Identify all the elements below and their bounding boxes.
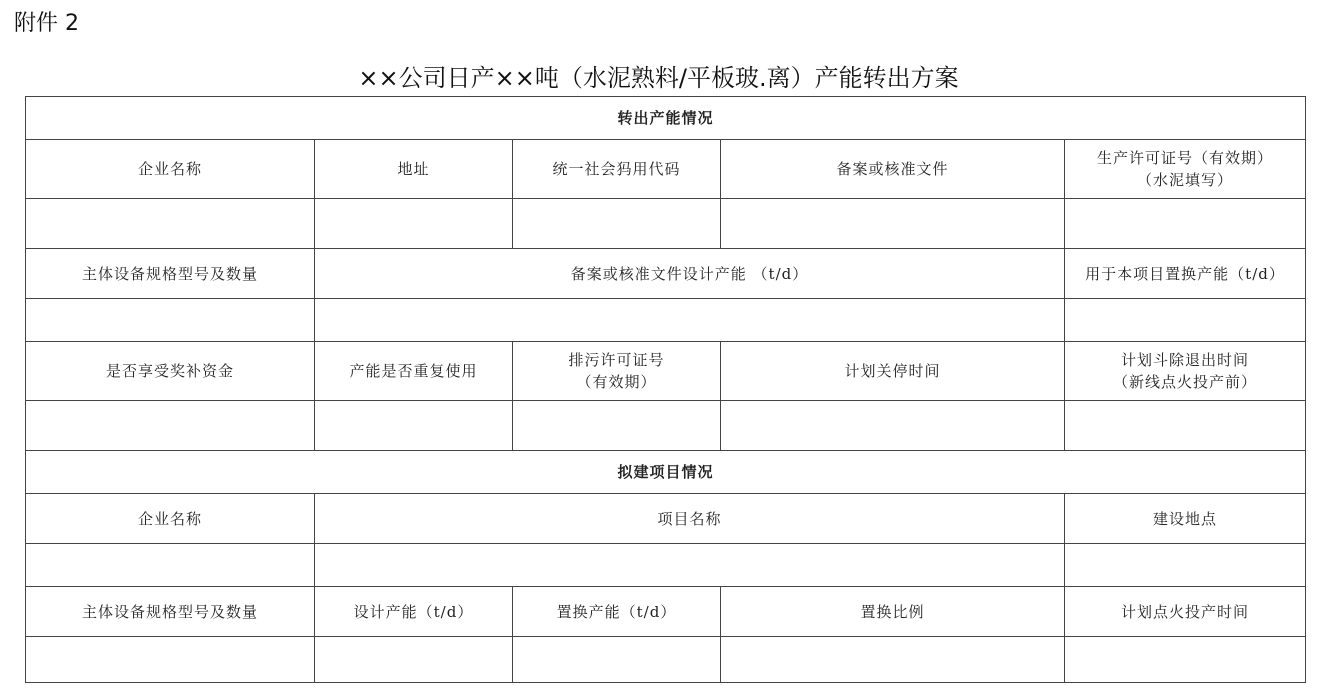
input-exit-time[interactable]: [1065, 401, 1306, 451]
input-capacity-reuse[interactable]: [315, 401, 513, 451]
input-company-name[interactable]: [26, 199, 315, 249]
input-replace-ratio[interactable]: [721, 637, 1065, 683]
transfer-header-row-3: [26, 342, 1306, 401]
header-capacity-reuse: 产能是否重复使用: [315, 342, 513, 401]
input-replace-capacity[interactable]: [1065, 299, 1306, 342]
permit-label-line2: （有效期）: [576, 373, 657, 391]
input-design-capacity[interactable]: [315, 299, 1065, 342]
exit-label-line2: （新线点火投产前）: [1113, 373, 1258, 391]
input-production-license[interactable]: [1065, 199, 1306, 249]
header-proposed-company-name: 企业名称: [26, 494, 315, 544]
header-credit-code: 统一社会犸用代码: [513, 140, 721, 199]
header-subsidy: 是否享受奖补资金: [26, 342, 315, 401]
header-company-name: 企业名称: [26, 140, 315, 199]
capacity-transfer-table: [25, 96, 1306, 683]
header-location: 建设地点: [1065, 494, 1306, 544]
input-address[interactable]: [315, 199, 513, 249]
header-shutdown-time: 计划关停时间: [721, 342, 1065, 401]
transfer-input-row-1: [26, 199, 1306, 249]
transfer-header-row-1: [26, 140, 1306, 199]
section-title-transfer: 转出产能情况: [26, 97, 1306, 140]
attachment-label: 附件 2: [14, 11, 79, 36]
header-filing-doc: 备案或核准文件: [721, 140, 1065, 199]
header-proposed-replace-capacity: 置换产能（t/d）: [513, 587, 721, 637]
proposed-header-row-2: [26, 587, 1306, 637]
input-ignition-time[interactable]: [1065, 637, 1306, 683]
input-proposed-company-name[interactable]: [26, 544, 315, 587]
input-location[interactable]: [1065, 544, 1306, 587]
transfer-input-row-3: [26, 401, 1306, 451]
header-proposed-equipment: 主体设备规格型号及数量: [26, 587, 315, 637]
header-exit-time: [1065, 342, 1306, 401]
document-title: ××公司日产××吨（水泥熟料/平板玻.离）产能转出方案: [358, 64, 959, 92]
section-header-proposed: [26, 451, 1306, 494]
exit-label-line1: 计划⽃除退出时间: [1121, 351, 1250, 369]
input-subsidy[interactable]: [26, 401, 315, 451]
input-pollution-permit[interactable]: [513, 401, 721, 451]
proposed-input-row-1: [26, 544, 1306, 587]
header-equipment: 主体设备规格型号及数量: [26, 249, 315, 299]
section-title-proposed: 拟建项目情况: [26, 451, 1306, 494]
input-project-name[interactable]: [315, 544, 1065, 587]
header-ignition-time: 计划点火投产时间: [1065, 587, 1306, 637]
transfer-header-row-2: [26, 249, 1306, 299]
input-proposed-equipment[interactable]: [26, 637, 315, 683]
input-credit-code[interactable]: [513, 199, 721, 249]
input-filing-doc[interactable]: [721, 199, 1065, 249]
permit-label-line1: 排污许可证号: [568, 351, 665, 369]
transfer-input-row-2: [26, 299, 1306, 342]
header-proposed-design-capacity: 设计产能（t/d）: [315, 587, 513, 637]
header-address: 地址: [315, 140, 513, 199]
proposed-header-row-1: [26, 494, 1306, 544]
section-header-transfer: [26, 97, 1306, 140]
input-shutdown-time[interactable]: [721, 401, 1065, 451]
license-label-line1: 生产许可证号（有效期）: [1097, 149, 1274, 167]
header-pollution-permit: [513, 342, 721, 401]
input-equipment[interactable]: [26, 299, 315, 342]
header-design-capacity: 备案或核准文件设计产能 （t/d）: [315, 249, 1065, 299]
header-replace-ratio: 置换比例: [721, 587, 1065, 637]
proposed-input-row-2: [26, 637, 1306, 683]
header-replace-capacity: 用于本项目置换产能（t/d）: [1065, 249, 1306, 299]
header-production-license: [1065, 140, 1306, 199]
input-proposed-design-capacity[interactable]: [315, 637, 513, 683]
header-project-name: 项目名称: [315, 494, 1065, 544]
input-proposed-replace-capacity[interactable]: [513, 637, 721, 683]
license-label-line2: （水泥填写）: [1137, 171, 1234, 189]
